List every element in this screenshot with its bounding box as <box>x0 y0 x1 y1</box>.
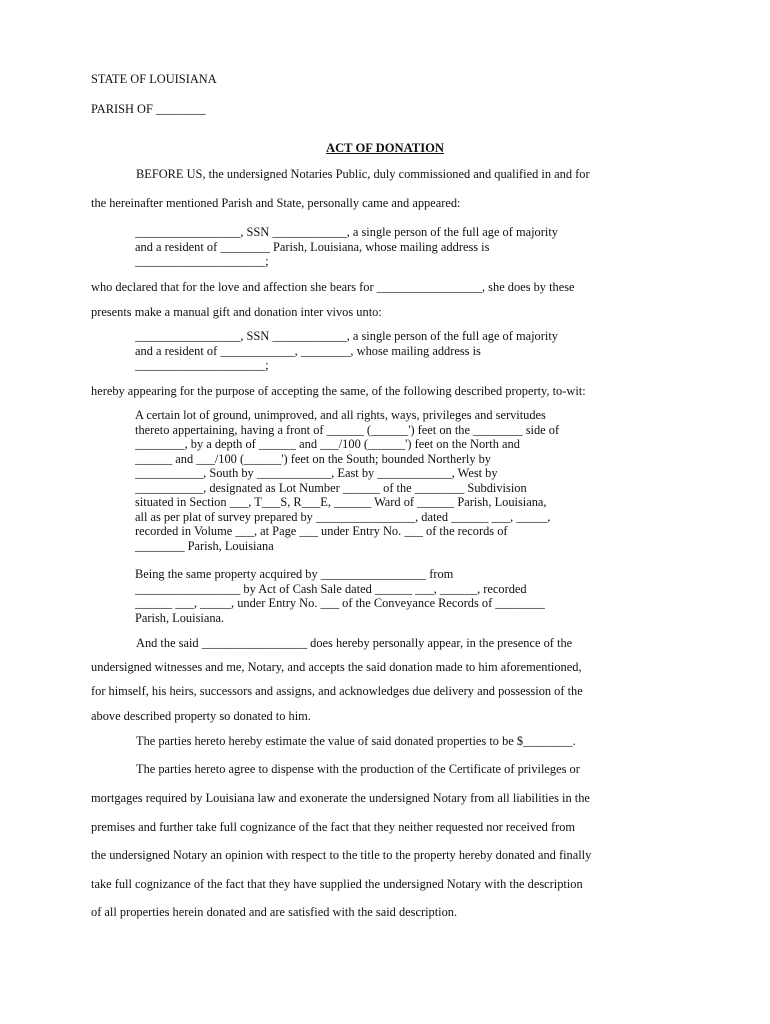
donee-line: _________________, SSN ____________, a single person of the full age of majority <box>135 329 558 343</box>
acquisition-line: Parish, Louisiana. <box>135 610 225 625</box>
acceptance-line: above described property so donated to him. <box>91 709 311 723</box>
dispense-line: The parties hereto agree to dispense with the production of the Certificate of privileges or <box>136 762 580 776</box>
state-heading: STATE OF LOUISIANA <box>91 72 217 86</box>
property-line: all as per plat of survey prepared by ________________, dated ______ ___, _____, <box>135 509 551 524</box>
donee-line: and a resident of ____________, ________, whose mailing address is <box>135 343 481 358</box>
property-line: recorded in Volume ___, at Page ___ under Entry No. ___ of the records of <box>135 524 508 538</box>
hereby-line: hereby appearing for the purpose of accepting the same, of the following described property, to-wit: <box>91 384 586 398</box>
property-line: situated in Section ___, T___S, R___E, ______ Ward of ______ Parish, Louisiana, <box>135 495 547 509</box>
dispense-first <box>136 762 679 777</box>
document-title: ACT OF DONATION <box>325 141 445 155</box>
property-line: ___________, designated as Lot Number ______ of the ________ Subdivision <box>135 480 527 495</box>
dispense-line: of all properties herein donated and are satisfied with the said description. <box>91 905 458 919</box>
dispense-line: mortgages required by Louisiana law and exonerate the undersigned Notary from all liabilities in the <box>91 791 590 805</box>
parish-heading: PARISH OF ________ <box>91 102 206 116</box>
property-description <box>135 408 634 553</box>
donor-block <box>135 225 634 269</box>
property-line: ________ Parish, Louisiana <box>135 538 274 553</box>
dispense-line: the undersigned Notary an opinion with respect to the title to the property hereby donated and finally <box>91 848 592 862</box>
declaration-line: who declared that for the love and affection she bears for _________________, she does by these <box>91 280 575 294</box>
declaration <box>91 280 679 295</box>
donor-line: and a resident of ________ Parish, Louisiana, whose mailing address is <box>135 239 490 254</box>
acquisition-line: ______ ___, _____, under Entry No. ___ of the Conveyance Records of ________ <box>135 596 545 610</box>
declaration-line: presents make a manual gift and donation inter vivos unto: <box>91 305 382 319</box>
dispense-block <box>91 791 679 892</box>
acquisition-line: _________________ by Act of Cash Sale dated ______ ___, ______, recorded <box>135 581 527 596</box>
property-line: A certain lot of ground, unimproved, and all rights, ways, privileges and servitudes <box>135 408 546 422</box>
valuation-line: The parties hereto hereby estimate the value of said donated properties to be $________. <box>136 734 576 748</box>
acquisition-block <box>135 567 634 625</box>
intro-line: BEFORE US, the undersigned Notaries Public, duly commissioned and qualified in and for <box>136 167 590 181</box>
acceptance-block <box>91 660 679 699</box>
acceptance-line: And the said _________________ does hereby personally appear, in the presence of the <box>136 636 573 650</box>
property-line: thereto appertaining, having a front of ______ (______') feet on the ________ side of <box>135 422 560 437</box>
dispense-line: premises and further take full cognizance of the fact that they neither requested nor received from <box>91 819 576 834</box>
acceptance-line: undersigned witnesses and me, Notary, and accepts the said donation made to him aforementioned, <box>91 660 582 674</box>
property-line: ___________, South by ____________, East by ____________, West by <box>135 466 498 480</box>
property-line: ______ and ___/100 (______') feet on the South; bounded Northerly by <box>135 451 492 466</box>
acquisition-line: Being the same property acquired by _________________ from <box>135 567 454 581</box>
acceptance-first <box>136 636 679 651</box>
intro-line: the hereinafter mentioned Parish and State, personally came and appeared: <box>91 196 461 210</box>
property-line: ________, by a depth of ______ and ___/100 (______') feet on the North and <box>135 437 520 451</box>
donor-line: _____________________; <box>135 254 269 268</box>
donor-line: _________________, SSN ____________, a single person of the full age of majority <box>135 225 558 239</box>
donee-block <box>135 329 634 373</box>
acceptance-line: for himself, his heirs, successors and assigns, and acknowledges due delivery and possession of the <box>91 684 583 698</box>
donee-line: _____________________; <box>135 358 269 372</box>
dispense-line: take full cognizance of the fact that they have supplied the undersigned Notary with the description <box>91 876 583 891</box>
